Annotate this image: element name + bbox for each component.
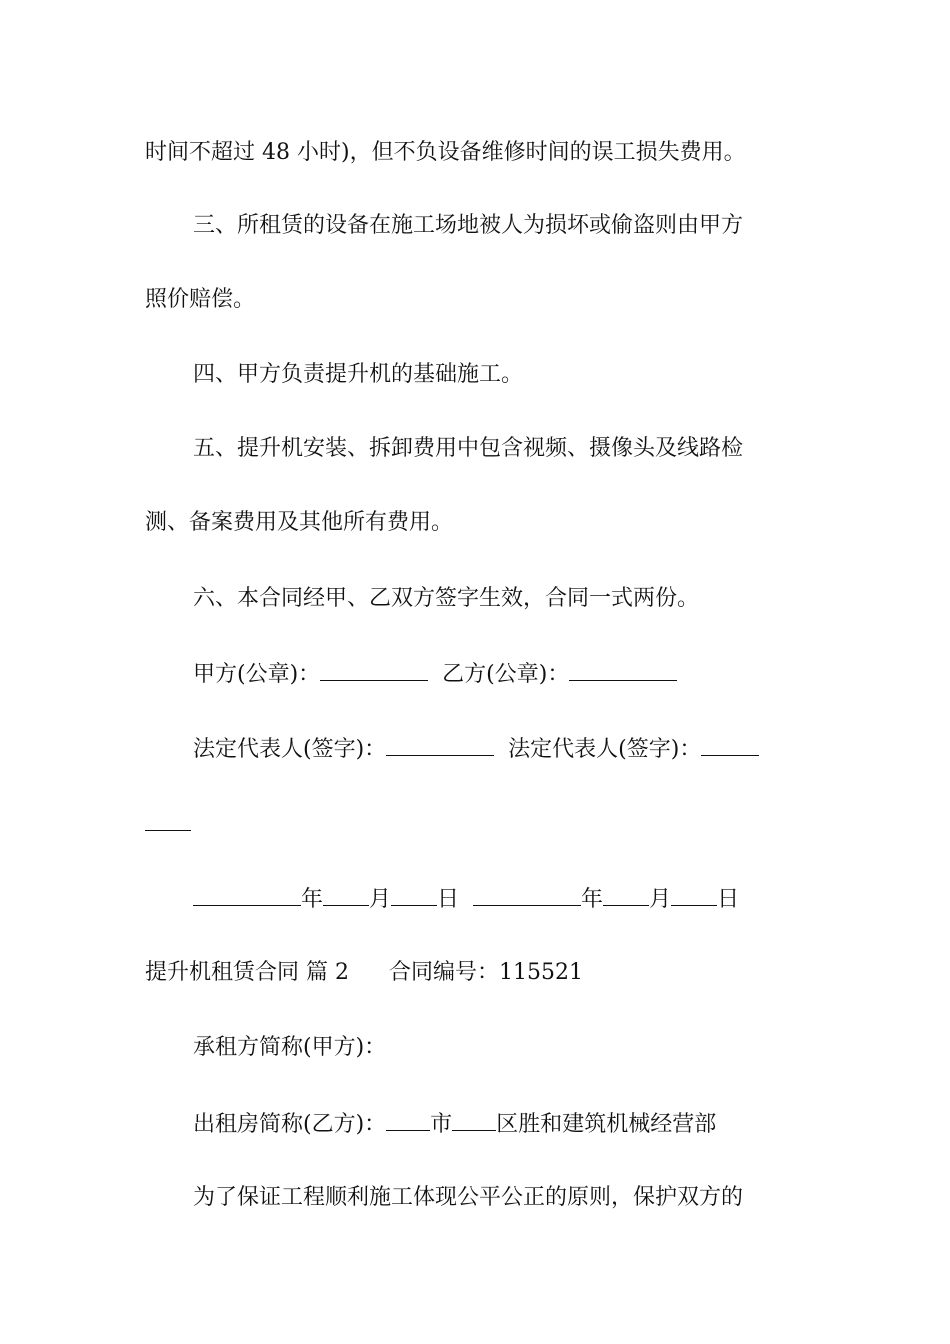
contract-heading [145, 958, 825, 988]
month-b-blank [603, 883, 649, 906]
day-a-label: 日 [437, 887, 460, 912]
contract-number: 115521 [499, 960, 583, 985]
district-blank [452, 1108, 496, 1131]
intro-paragraph: 为了保证工程顺利施工体现公平公正的原则，保护双方的 [193, 1185, 744, 1210]
date-line [193, 883, 873, 915]
month-a-label: 月 [369, 887, 392, 912]
day-a-blank [391, 883, 437, 906]
lessor-label: 出租房简称(乙方)： [193, 1112, 387, 1137]
clause-four: 四、甲方负责提升机的基础施工。 [193, 362, 524, 387]
rep-b-blank-end [145, 808, 191, 831]
clause-three-continued: 照价赔偿。 [145, 287, 256, 312]
party-a-seal-blank [320, 658, 428, 681]
city-suffix: 市 [430, 1112, 453, 1137]
day-b-blank [671, 883, 717, 906]
clause-six: 六、本合同经甲、乙双方签字生效，合同一式两份。 [193, 586, 700, 611]
lessee-line: 承租方简称(甲方)： [193, 1035, 387, 1060]
year-a-blank [193, 883, 301, 906]
lessor-line [193, 1108, 873, 1140]
year-b-blank [473, 883, 581, 906]
seal-line [193, 658, 873, 690]
representative-line [193, 733, 873, 765]
rep-b-blank-continued [145, 808, 825, 840]
district-suffix: 区胜和建筑机械经营部 [496, 1112, 717, 1137]
clause-five-continued: 测、备案费用及其他所有费用。 [145, 510, 454, 535]
year-a-label: 年 [301, 887, 324, 912]
month-b-label: 月 [649, 887, 672, 912]
clause-five: 五、提升机安装、拆卸费用中包含视频、摄像头及线路检 [193, 436, 744, 461]
month-a-blank [323, 883, 369, 906]
party-b-seal-blank [569, 658, 677, 681]
day-b-label: 日 [717, 887, 740, 912]
clause-three: 三、所租赁的设备在施工场地被人为损坏或偷盗则由甲方 [193, 213, 744, 238]
rep-b-label: 法定代表人(签字)： [508, 737, 702, 762]
contract-title: 提升机租赁合同 篇 2 [145, 960, 349, 985]
rep-a-label: 法定代表人(签字)： [193, 737, 387, 762]
year-b-label: 年 [581, 887, 604, 912]
contract-number-label: 合同编号： [388, 960, 499, 985]
party-b-seal-label: 乙方(公章)： [442, 662, 570, 687]
city-blank [386, 1108, 430, 1131]
rep-a-blank [386, 733, 494, 756]
paragraph-line: 时间不超过 48 小时)，但不负设备维修时间的误工损失费用。 [145, 140, 746, 165]
party-a-seal-label: 甲方(公章)： [193, 662, 321, 687]
rep-b-blank [701, 733, 759, 756]
